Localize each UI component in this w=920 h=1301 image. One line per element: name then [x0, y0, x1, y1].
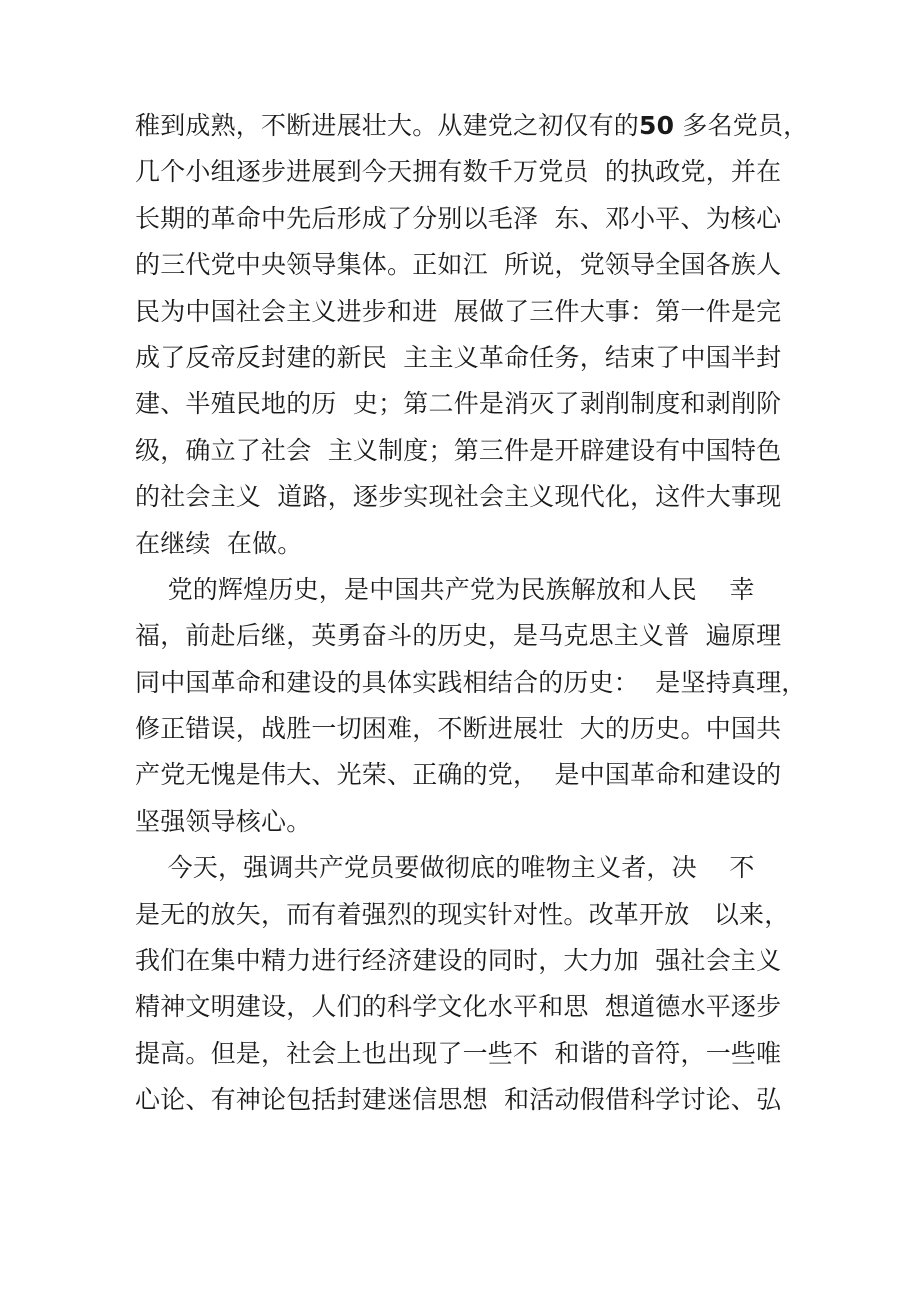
- text-line: 几个小组逐步进展到今天拥有数千万党员 的执政党，并在: [135, 157, 782, 187]
- text-line: 心论、有神论包括封建迷信思想 和活动假借科学讨论、弘: [135, 1085, 782, 1115]
- text-line: 今天，强调共产党员要做彻底的唯物主义者，决 不: [135, 853, 755, 883]
- text-line: 产党无愧是伟大、光荣、正确的党， 是中国革命和建设的: [135, 760, 782, 790]
- text-segment: 稚到成熟，不断进展壮大。从建党之初仅有的: [135, 111, 640, 140]
- text-line: 的三代党中央领导集体。正如江 所说，党领导全国各族人: [135, 250, 782, 280]
- text-line: 的社会主义 道路，逐步实现社会主义现代化，这件大事现: [135, 482, 782, 512]
- text-line: 是无的放矢，而有着强烈的现实针对性。改革开放 以来，: [135, 899, 790, 929]
- text-line: 我们在集中精力进行经济建设的同时，大力加 强社会主义: [135, 946, 782, 976]
- text-line: 同中国革命和建设的具体实践相结合的历史： 是坚持真理，: [135, 667, 807, 697]
- text-line: 福，前赴后继，英勇奋斗的历史，是马克思主义普 遍原理: [135, 621, 782, 651]
- text-line: 成了反帝反封建的新民 主主义革命任务，结束了中国半封: [135, 342, 782, 372]
- text-line: 党的辉煌历史，是中国共产党为民族解放和人民 幸: [135, 574, 755, 604]
- text-line: 坚强领导核心。: [135, 806, 312, 836]
- text-line: 建、半殖民地的历 史；第二件是消灭了剥削制度和剥削阶: [135, 389, 782, 419]
- text-segment: 多名党员，: [674, 111, 809, 140]
- member-count-number: 50: [639, 111, 675, 140]
- text-line: 在继续 在做。: [135, 528, 303, 558]
- text-line: 级，确立了社会 主义制度；第三件是开辟建设有中国特色: [135, 435, 782, 465]
- text-line: [135, 103, 809, 149]
- text-line: 民为中国社会主义进步和进 展做了三件大事：第一件是完: [135, 296, 782, 326]
- text-line: 长期的革命中先后形成了分别以毛泽 东、邓小平、为核心: [135, 203, 782, 233]
- text-line: 修正错误，战胜一切困难，不断进展壮 大的历史。中国共: [135, 714, 782, 744]
- body-text: [135, 103, 809, 1124]
- text-line: 提高。但是，社会上也出现了一些不 和谐的音符，一些唯: [135, 1038, 782, 1068]
- text-line: 精神文明建设，人们的科学文化水平和思 想道德水平逐步: [135, 992, 782, 1022]
